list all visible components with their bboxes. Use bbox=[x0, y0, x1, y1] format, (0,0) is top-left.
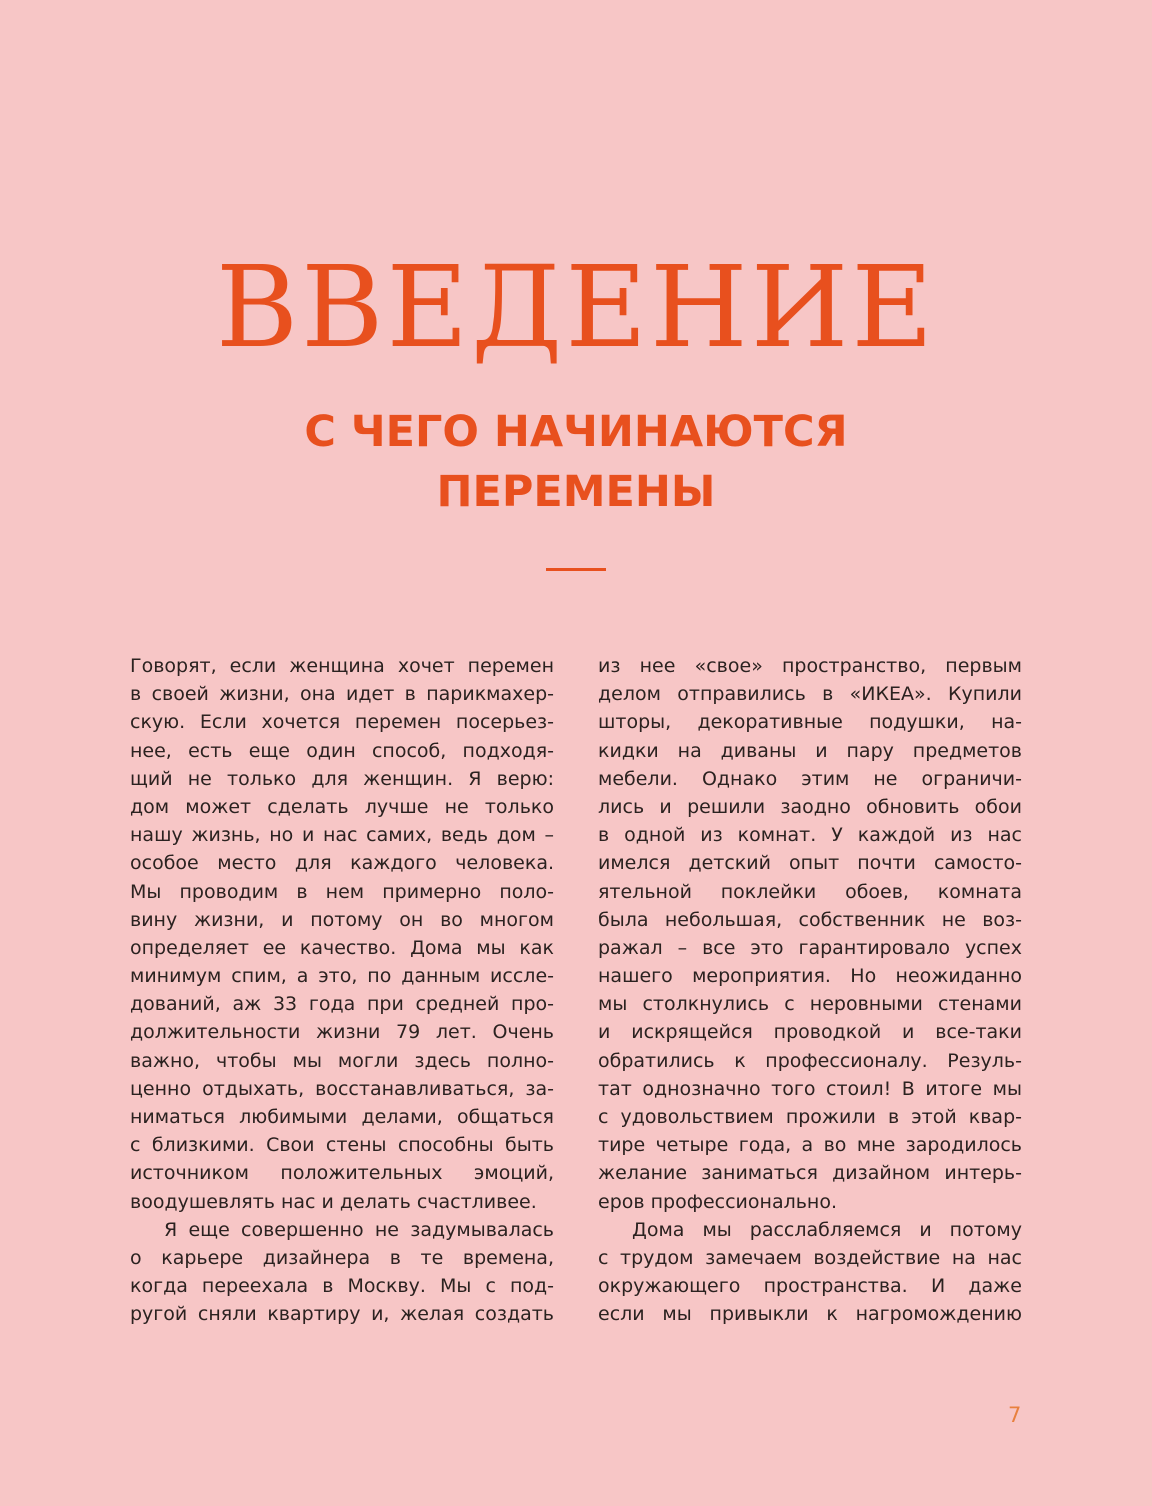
text-line: делом отправились в «ИКЕА». Купили bbox=[598, 683, 1022, 706]
text-line: Говорят, если женщина хочет перемен bbox=[130, 655, 554, 677]
text-line: дований, аж 33 года при средней про- bbox=[130, 993, 554, 1016]
text-line: была небольшая, собственник не воз- bbox=[598, 908, 1022, 931]
text-line: лись и решили заодно обновить обои bbox=[598, 795, 1022, 818]
text-line: особое место для каждого человека. bbox=[130, 852, 554, 875]
text-line: минимум спим, а это, по данным иссле- bbox=[130, 965, 554, 988]
text-line: окружающего пространства. И даже bbox=[598, 1275, 1022, 1298]
text-line: с близкими. Свои стены способны быть bbox=[130, 1134, 554, 1157]
text-line: Я еще совершенно не задумывалась bbox=[164, 1218, 554, 1241]
chapter-title: ВВЕДЕНИЕ bbox=[215, 243, 937, 373]
text-line: ругой сняли квартиру и, желая создать bbox=[130, 1303, 554, 1326]
text-line: Дома мы расслабляемся и потому bbox=[632, 1218, 1022, 1241]
text-line: Мы проводим в нем примерно поло- bbox=[130, 880, 554, 903]
text-line: шторы, декоративные подушки, на- bbox=[598, 711, 1022, 734]
text-line: дом может сделать лучше не только bbox=[130, 795, 554, 818]
text-line: воодушевлять нас и делать счастливее. bbox=[130, 1190, 537, 1213]
text-line: и искрящейся проводкой и все-таки bbox=[598, 1021, 1022, 1044]
text-line: определяет ее качество. Дома мы как bbox=[130, 936, 554, 959]
text-line: ниматься любимыми делами, общаться bbox=[130, 1106, 554, 1128]
subtitle-line: ПЕРЕМЕНЫ bbox=[436, 467, 716, 517]
text-line: обратились к профессионалу. Резуль- bbox=[598, 1049, 1022, 1072]
text-line: с удовольствием прожили в этой квар- bbox=[598, 1106, 1022, 1128]
text-line: мебели. Однако этим не ограничи- bbox=[598, 767, 1022, 790]
text-line: имелся детский опыт почти самосто- bbox=[598, 852, 1022, 875]
text-line: в своей жизни, она идет в парикмахер- bbox=[130, 683, 554, 706]
text-line: мы столкнулись с неровными стенами bbox=[598, 993, 1022, 1016]
text-line: нее, есть еще один способ, подходя- bbox=[130, 739, 554, 762]
text-line: кидки на диваны и пару предметов bbox=[598, 739, 1022, 762]
text-line: из нее «свое» пространство, первым bbox=[598, 655, 1022, 677]
body-column-right bbox=[598, 652, 1022, 1329]
text-line: тат однозначно того стоил! В итоге мы bbox=[598, 1077, 1022, 1100]
text-line: ценно отдыхать, восстанавливаться, за- bbox=[130, 1077, 554, 1100]
text-line: желание заниматься дизайном интерь- bbox=[598, 1162, 1022, 1185]
text-line: ражал – все это гарантировало успех bbox=[598, 936, 1022, 959]
text-line: вину жизни, и потому он во многом bbox=[130, 908, 554, 931]
text-line: с трудом замечаем воздействие на нас bbox=[598, 1246, 1022, 1269]
text-line: тире четыре года, а во мне зародилось bbox=[598, 1134, 1022, 1157]
text-line: о карьере дизайнера в те времена, bbox=[130, 1246, 554, 1269]
text-line: нашу жизнь, но и нас самих, ведь дом – bbox=[130, 824, 554, 847]
text-line: еров профессионально. bbox=[598, 1190, 838, 1213]
body-column-left bbox=[130, 652, 554, 1329]
text-line: должительности жизни 79 лет. Очень bbox=[130, 1021, 554, 1044]
page-number: 7 bbox=[1008, 1403, 1022, 1427]
text-line: скую. Если хочется перемен посерьез- bbox=[130, 711, 554, 734]
text-line: если мы привыкли к нагромождению bbox=[598, 1303, 1022, 1326]
subtitle-line: С ЧЕГО НАЧИНАЮТСЯ bbox=[304, 407, 848, 457]
text-line: ятельной поклейки обоев, комната bbox=[598, 880, 1022, 903]
text-line: источником положительных эмоций, bbox=[130, 1162, 554, 1185]
text-line: нашего мероприятия. Но неожиданно bbox=[598, 965, 1022, 988]
title-divider bbox=[546, 568, 606, 571]
text-line: когда переехала в Москву. Мы с под- bbox=[130, 1275, 554, 1298]
text-line: в одной из комнат. У каждой из нас bbox=[598, 824, 1022, 847]
text-line: щий не только для женщин. Я верю: bbox=[130, 767, 554, 790]
chapter-subtitle bbox=[0, 402, 1152, 522]
text-line: важно, чтобы мы могли здесь полно- bbox=[130, 1049, 554, 1072]
